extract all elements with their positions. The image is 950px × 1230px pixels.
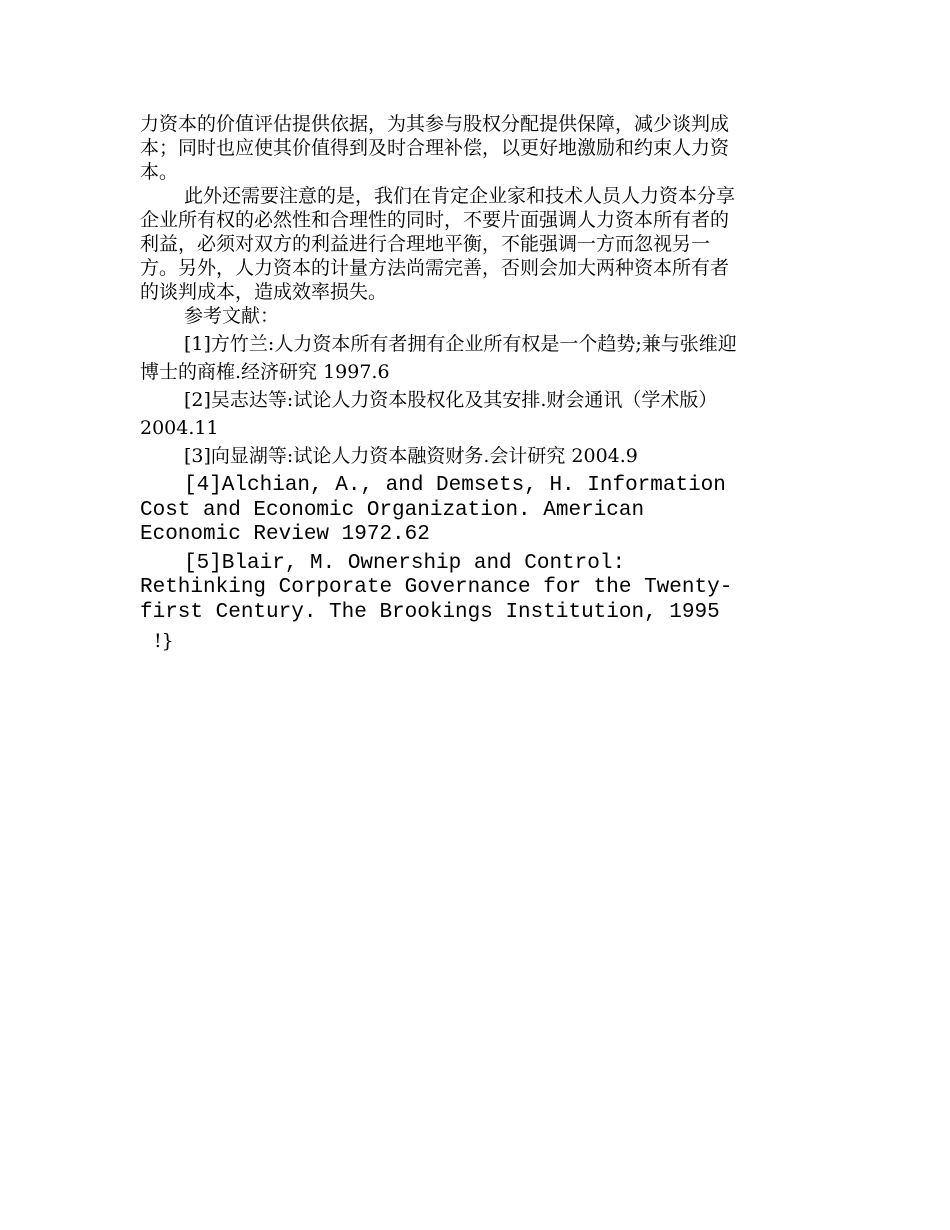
reference-item-1: [1]方竹兰:人力资本所有者拥有企业所有权是一个趋势;兼与张维迎博士的商榷.经济研究 1997.6 — [140, 333, 737, 383]
reference-item-2: [2]吴志达等:试论人力资本股权化及其安排.财会通讯（学术版）2004.11 — [140, 389, 718, 439]
reference-item-5: [5]Blair, M. Ownership and Control: Rethinking Corporate Governance for the Twenty-first Century. The Brookings Institution, 1995 — [140, 551, 733, 624]
document-page — [140, 112, 740, 653]
body-paragraph-1: 力资本的价值评估提供依据，为其参与股权分配提供保障，减少谈判成本；同时也应使其价值得到及时合理补偿，以更好地激励和约束人力资本。 — [140, 113, 730, 183]
references-heading: 参考文献： — [184, 305, 280, 327]
reference-item-4: [4]Alchian, A., and Demsets, H. Information Cost and Economic Organization. American Economic Review 1972.62 — [140, 474, 739, 546]
trailing-mark: !} — [154, 630, 174, 652]
body-paragraph-2: 此外还需要注意的是，我们在肯定企业家和技术人员人力资本分享企业所有权的必然性和合理性的同时，不要片面强调人力资本所有者的利益，必须对双方的利益进行合理地平衡，不能强调一方而忽视另一方。另外，人力资本的计量方法尚需完善，否则会加大两种资本所有者的谈判成本，造成效率损失。 — [140, 185, 736, 303]
reference-item-3: [3]向显湖等:试论人力资本融资财务.会计研究 2004.9 — [184, 445, 638, 467]
